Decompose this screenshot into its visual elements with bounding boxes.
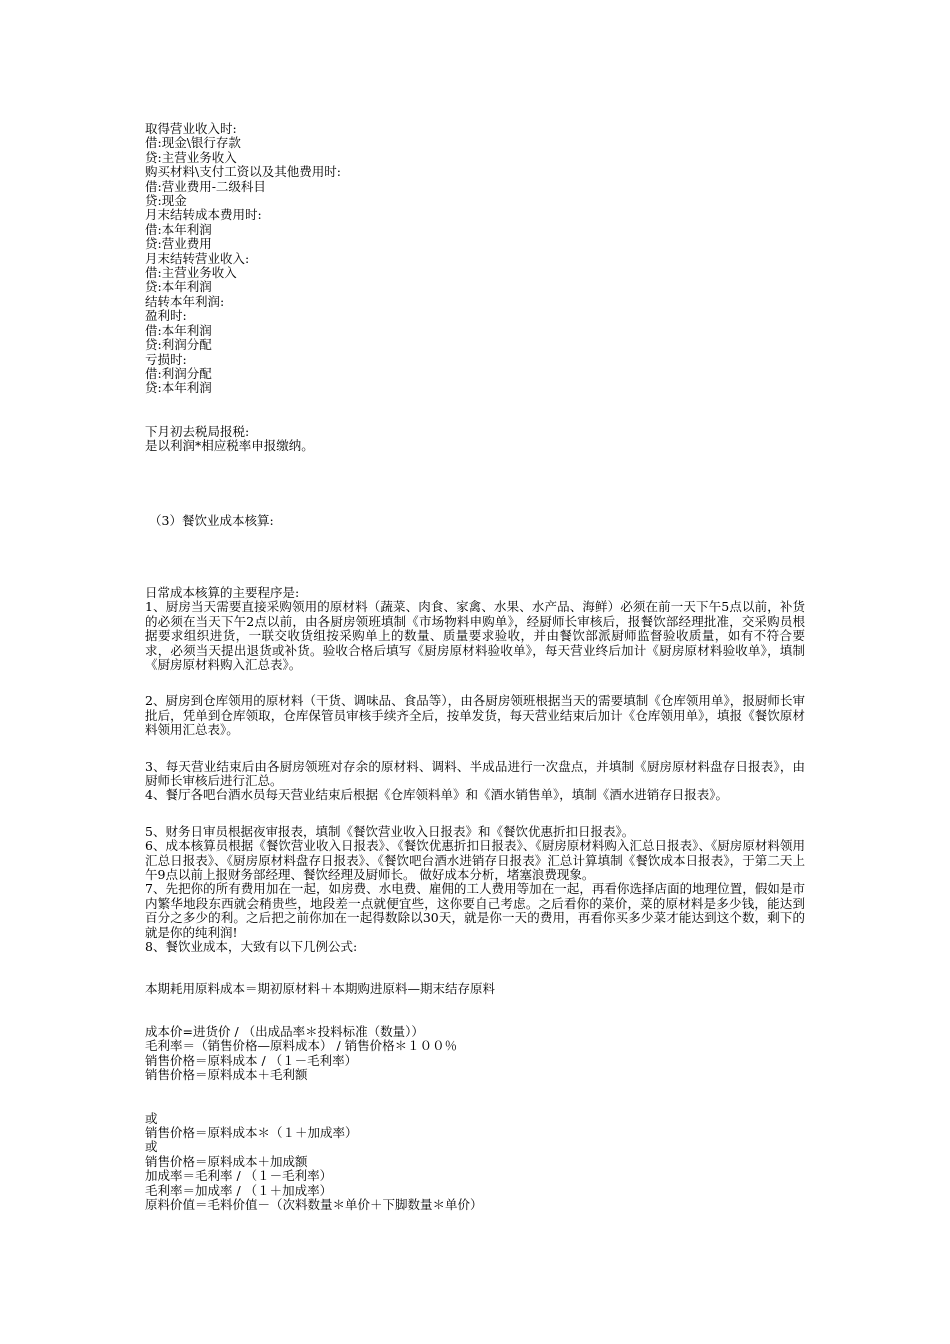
accounting-entries — [145, 122, 805, 396]
section-heading: （3）餐饮业成本核算: — [149, 512, 274, 528]
text-line: 借:利润分配 — [145, 365, 212, 381]
text-line: 贷:利润分配 — [145, 337, 212, 353]
procedure-item: 6、成本核算员根据《餐饮营业收入日报表》、《餐饮优惠折扣日报表》、《厨房原材料购入汇总日报表》、《厨房原材料领用汇总日报表》、《厨房原材料盘存日报表》、《餐饮吧台酒水进销存日报表》汇总计算填制《餐饮成本日报表》，于第二天上午9点以前上报财务部经理、餐饮经理及厨师长。 做好成本分析，堵塞浪费现象。 — [145, 838, 805, 883]
procedure-item: 2、厨房到仓库领用的原材料（干货、调味品、食品等），由各厨房领班根据当天的需要填制《仓库领用单》，报厨师长审批后，凭单到仓库领取，仓库保管员审核手续齐全后，按单发货，每天营业结束后加计《仓库领用单》，填报《餐饮原材料领用汇总表》。 — [145, 693, 805, 738]
tax-note — [145, 425, 805, 454]
text-line: 贷:本年利润 — [145, 279, 212, 295]
procedure-item: 3、每天营业结束后由各厨房领班对存余的原材料、调料、半成品进行一次盘点，并填制《厨房原材料盘存日报表》，由厨师长审核后进行汇总。 — [145, 758, 805, 788]
text-line: 亏损时: — [145, 351, 187, 367]
text-line: 借:现金\银行存款 — [145, 135, 241, 151]
text-line: 借:本年利润 — [145, 322, 212, 338]
formula-line: 销售价格＝原料成本＋加成额 — [145, 1153, 308, 1169]
text-line: 贷:营业费用 — [145, 236, 212, 252]
text-line: 借:主营业务收入 — [145, 265, 237, 281]
text-line: 月末结转营业收入: — [145, 250, 250, 266]
formula-line: 毛利率＝（销售价格—原料成本） / 销售价格＊１００％ — [145, 1038, 458, 1054]
procedure-item: 4、餐厅各吧台酒水员每天营业结束后根据《仓库领料单》和《酒水销售单》，填制《酒水进销存日报表》。 — [145, 787, 728, 803]
formula-line: 加成率＝毛利率 / （１－毛利率） — [145, 1168, 333, 1184]
text-line: 贷:主营业务收入 — [145, 149, 237, 165]
procedure-item: 1、厨房当天需要直接采购领用的原材料（蔬菜、肉食、家禽、水果、水产品、海鲜）必须在前一天下午5点以前，补货的必须在当天下午2点以前，由各厨房领班填制《市场物料申购单》，经厨师长审核后，报餐饮部经理批准，交采购员根据要求组织进货，一联交收货组按采购单上的数量、质量要求验收，并由餐饮部派厨师监督验收质量，如有不符合要求，必须当天提出退货或补货。验收合格后填写《厨房原材料验收单》，每天营业终后加计《厨房原材料验收单》，填制《厨房原材料购入汇总表》。 — [145, 599, 805, 672]
formula-line: 或 — [145, 1110, 158, 1126]
formula-line: 原料价值＝毛料价值－（次料数量＊单价＋下脚数量＊单价） — [145, 1196, 483, 1212]
formula-group — [145, 1025, 805, 1083]
procedure-section — [145, 586, 805, 955]
text-line: 下月初去税局报税: — [145, 423, 250, 439]
text-line: 借:本年利润 — [145, 221, 212, 237]
formula-line: 成本价=进货价 / （出成品率＊投料标准（数量）） — [145, 1023, 424, 1039]
formula-line: 销售价格＝原料成本＊（１＋加成率） — [145, 1124, 358, 1140]
text-line: 盈利时: — [145, 308, 187, 324]
text-line: 是以利润*相应税率申报缴纳。 — [145, 438, 314, 454]
procedure-item: 7、先把你的所有费用加在一起，如房费、水电费、雇佣的工人费用等加在一起，再看你选择店面的地理位置，假如是市内繁华地段东西就会稍贵些，地段差一点就便宜些，这你要自己考虑。之后看你的菜价，菜的原材料是多少钱，能达到百分之多少的利。之后把之前你加在一起得数除以30天，就是你一天的费用，再看你买多少菜才能达到这个数，剩下的就是你的纯利润! — [145, 881, 805, 940]
text-line: 取得营业收入时: — [145, 121, 237, 136]
formula-line: 销售价格＝原料成本＋毛利额 — [145, 1067, 308, 1083]
formula-line: 销售价格＝原料成本 / （１－毛利率） — [145, 1052, 358, 1068]
procedure-item: 8、餐饮业成本，大致有以下几例公式: — [145, 939, 358, 955]
text-line: 贷:现金 — [145, 193, 187, 209]
text-line: 月末结转成本费用时: — [145, 207, 262, 223]
document-page — [145, 122, 805, 1212]
formula-main: 本期耗用原料成本＝期初原材料＋本期购进原料—期末结存原料 — [145, 981, 496, 997]
procedure-intro: 日常成本核算的主要程序是: — [145, 584, 300, 600]
text-line: 借:营业费用-二级科目 — [145, 178, 266, 194]
procedure-item: 5、财务日审员根据夜审报表，填制《餐饮营业收入日报表》和《餐饮优惠折扣日报表》。 — [145, 823, 635, 839]
formula-line: 或 — [145, 1139, 158, 1155]
text-line: 购买材料\支付工资以及其他费用时: — [145, 164, 341, 180]
text-line: 结转本年利润: — [145, 293, 225, 309]
text-line: 贷:本年利润 — [145, 380, 212, 396]
formula-group — [145, 1112, 805, 1213]
formula-line: 毛利率＝加成率 / （１＋加成率） — [145, 1182, 333, 1198]
